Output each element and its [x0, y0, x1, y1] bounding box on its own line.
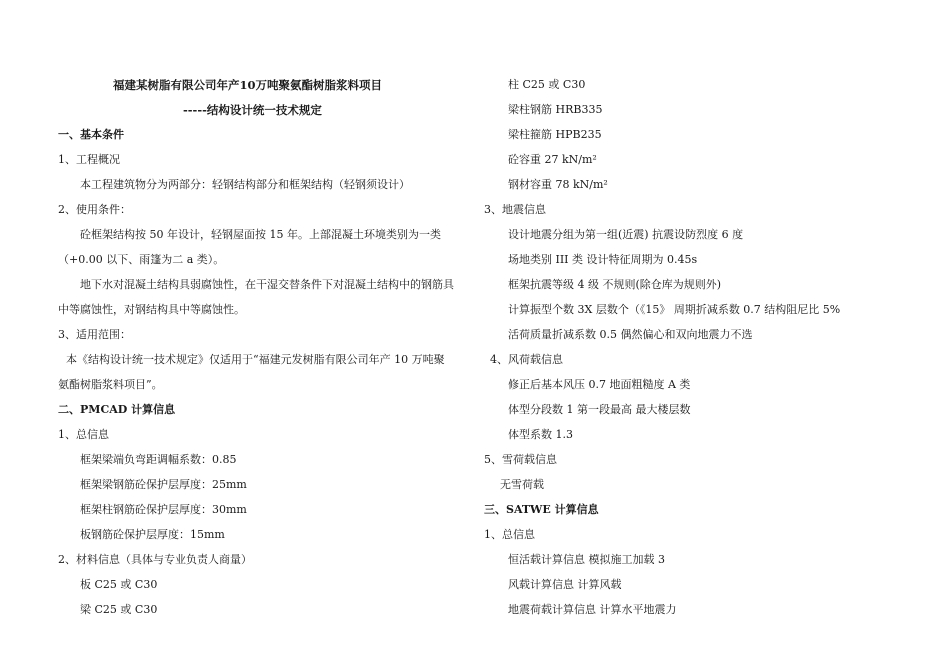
paragraph-scope-line1: 本《结构设计统一技术规定》仅适用于“福建元发树脂有限公司年产 10 万吨聚	[66, 353, 445, 366]
subheading-seismic: 3、地震信息	[484, 203, 546, 216]
item-site-class: 场地类别 III 类 设计特征周期为 0.45s	[508, 253, 698, 266]
item-shape-coefficient: 体型系数 1.3	[508, 428, 573, 441]
paragraph-scope-line2: 氨酯树脂浆料项目”。	[58, 378, 163, 391]
document-title: 福建某树脂有限公司年产10万吨聚氨酯树脂浆料项目	[113, 78, 383, 92]
subheading-conditions: 2、使用条件：	[58, 203, 131, 216]
item-beam-cover: 框架梁钢筋砼保护层厚度：25mm	[80, 478, 247, 491]
section-heading-pmcad: 二、PMCAD 计算信息	[58, 403, 176, 416]
item-stirrup: 梁柱箍筋 HPB235	[508, 128, 602, 141]
subheading-general-info: 1、总信息	[58, 428, 109, 441]
subheading-snow: 5、雪荷载信息	[484, 453, 557, 466]
paragraph-conditions-line2: （+0.00 以下、雨篷为二 a 类）。	[58, 253, 225, 266]
paragraph-groundwater-line2: 中等腐蚀性，对钢结构具中等腐蚀性。	[58, 303, 245, 316]
item-moment-coefficient: 框架梁端负弯距调幅系数：0.85	[80, 453, 237, 466]
item-live-load-factor: 活荷质量折减系数 0.5 偶然偏心和双向地震力不选	[508, 328, 753, 341]
paragraph-groundwater-line1: 地下水对混凝土结构具弱腐蚀性，在干湿交替条件下对混凝土结构中的钢筋具	[80, 278, 454, 291]
item-slab-concrete: 板 C25 或 C30	[80, 578, 158, 591]
section-heading-basic: 一、基本条件	[58, 128, 124, 141]
item-wind-load-calc: 风载计算信息 计算风载	[508, 578, 622, 591]
item-column-concrete: 柱 C25 或 C30	[508, 78, 586, 91]
subheading-overview: 1、工程概况	[58, 153, 120, 166]
paragraph-overview: 本工程建筑物分为两部分：轻钢结构部分和框架结构（轻钢须设计）	[80, 178, 410, 191]
subheading-wind: 4、风荷载信息	[490, 353, 563, 366]
item-wind-pressure: 修正后基本风压 0.7 地面粗糙度 A 类	[508, 378, 691, 391]
item-rebar: 梁柱钢筋 HRB335	[508, 103, 603, 116]
item-concrete-density: 砼容重 27 kN/m²	[508, 153, 597, 166]
paragraph-conditions-line1: 砼框架结构按 50 年设计，轻钢屋面按 15 年。上部混凝土环境类别为一类	[80, 228, 441, 241]
subheading-scope: 3、适用范围：	[58, 328, 131, 341]
item-steel-density: 钢材容重 78 kN/m²	[508, 178, 608, 191]
subheading-satwe-general: 1、总信息	[484, 528, 535, 541]
item-column-cover: 框架柱钢筋砼保护层厚度：30mm	[80, 503, 247, 516]
item-seismic-group: 设计地震分组为第一组(近震) 抗震设防烈度 6 度	[508, 228, 744, 241]
item-seismic-load-calc: 地震荷载计算信息 计算水平地震力	[508, 603, 677, 616]
document-subtitle: -----结构设计统一技术规定	[183, 103, 322, 117]
item-beam-concrete: 梁 C25 或 C30	[80, 603, 158, 616]
section-heading-satwe: 三、SATWE 计算信息	[484, 503, 599, 516]
item-no-snow: 无雪荷载	[500, 478, 544, 491]
item-shape-segments: 体型分段数 1 第一段最高 最大楼层数	[508, 403, 691, 416]
item-seismic-grade: 框架抗震等级 4 级 不规则(除仓库为规则外)	[508, 278, 722, 291]
item-dead-live-load: 恒活载计算信息 模拟施工加载 3	[508, 553, 665, 566]
item-mode-count: 计算振型个数 3X 层数个（《15》 周期折减系数 0.7 结构阻尼比 5%	[508, 303, 841, 316]
item-slab-cover: 板钢筋砼保护层厚度：15mm	[80, 528, 225, 541]
subheading-material-info: 2、材料信息（具体与专业负责人商量）	[58, 553, 252, 566]
